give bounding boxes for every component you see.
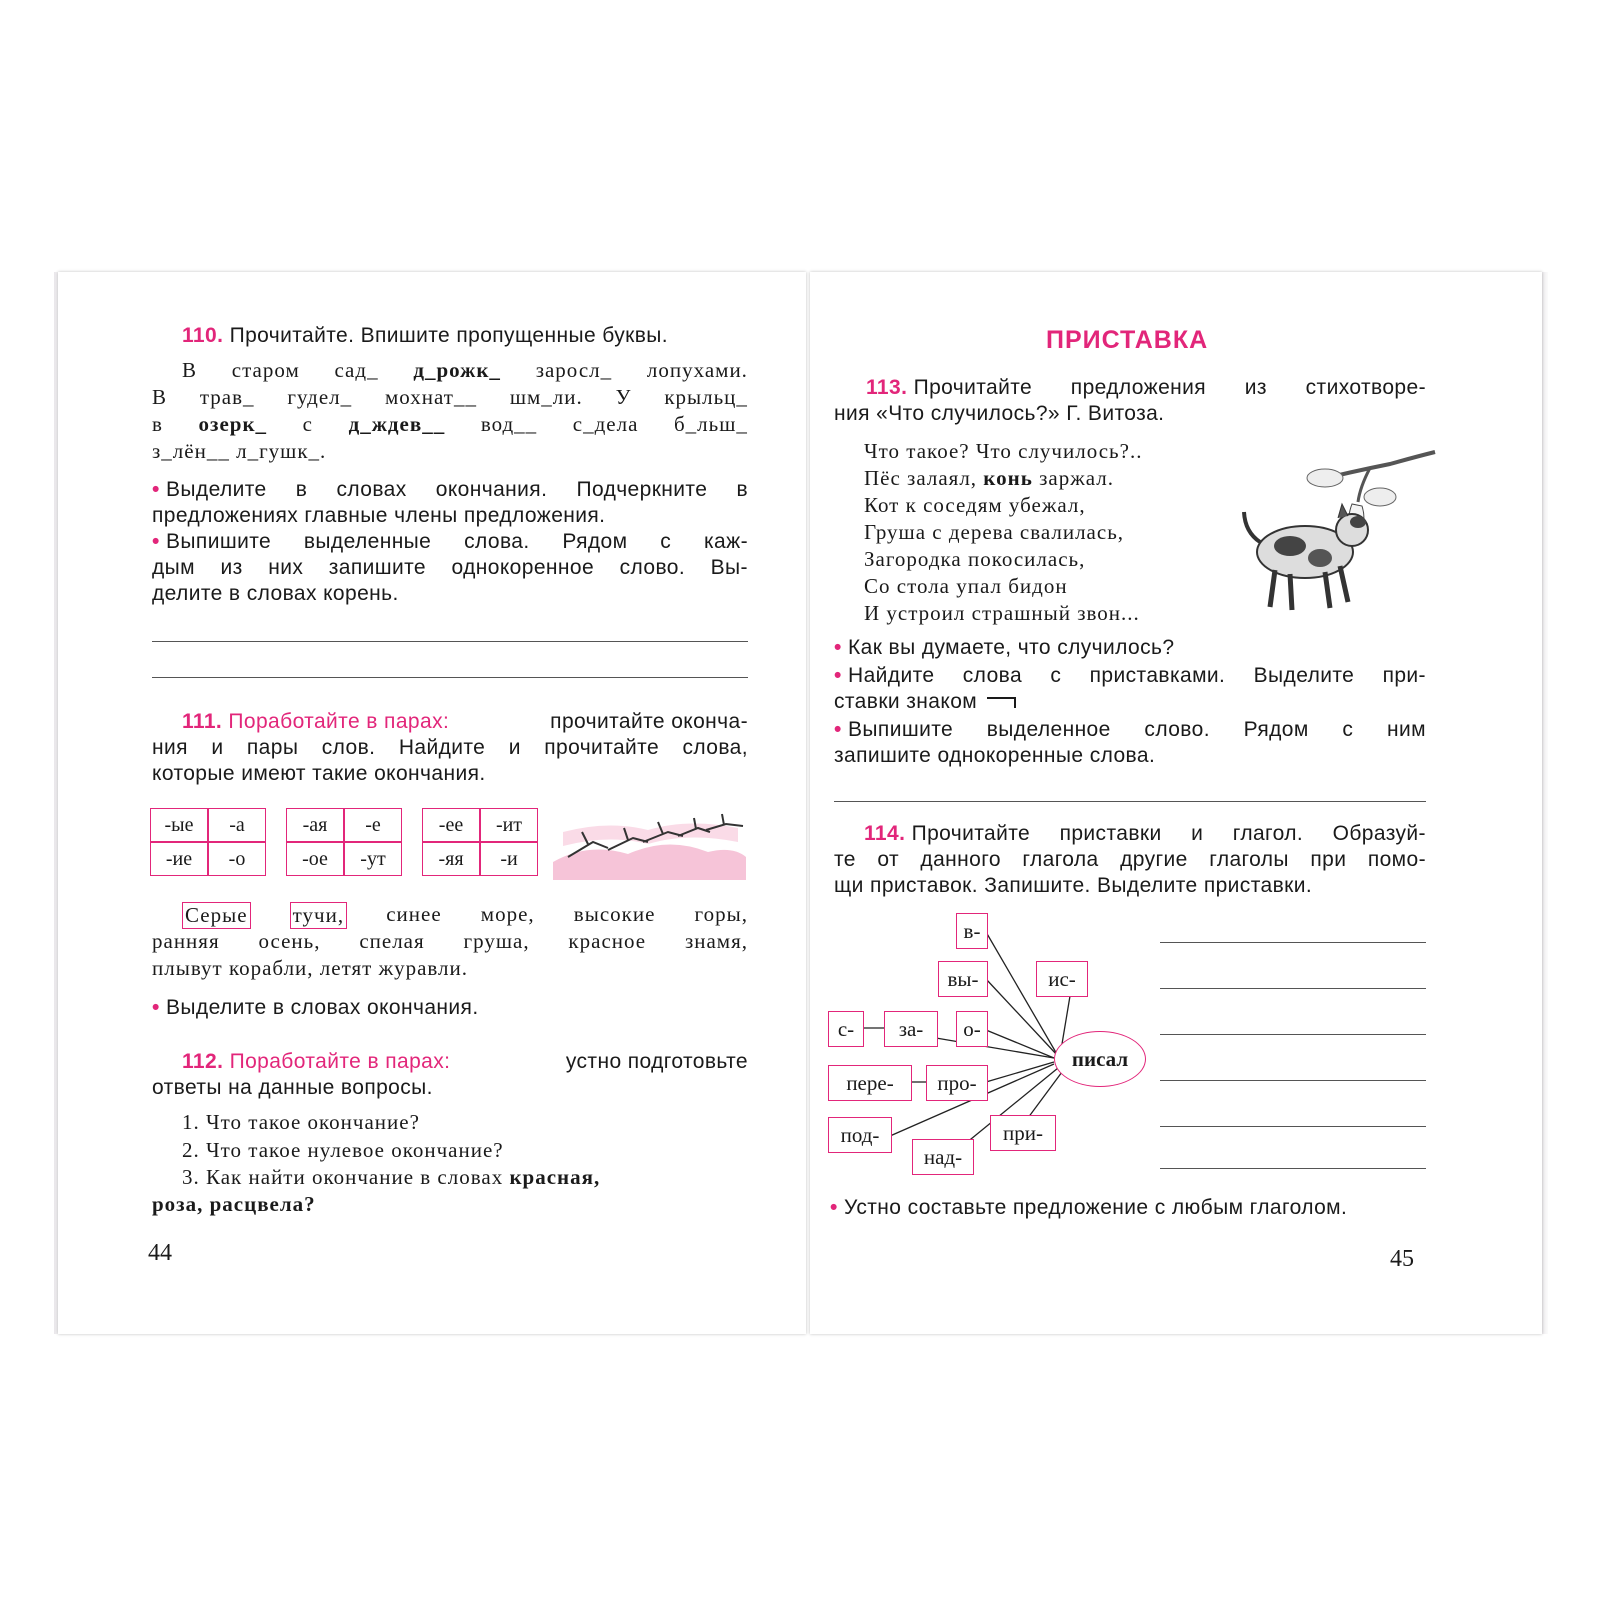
section-heading: ПРИСТАВКА [1046, 326, 1209, 354]
word: высокие [573, 902, 656, 926]
ex110-line3 [152, 412, 748, 437]
ex112-instruction: устно подготовьте [565, 1050, 748, 1073]
word: в [736, 478, 748, 501]
prefix-box: над- [912, 1139, 974, 1175]
word: слово. [619, 556, 686, 579]
ex110-bullet1-line2: предложениях главные члены предложения. [152, 504, 606, 527]
word: ния [152, 736, 188, 759]
poem-line: Загородка покосилась, [864, 547, 1086, 571]
word: прочитайте [544, 736, 660, 759]
dog-and-pear-illustration [1230, 442, 1440, 622]
ex111-sentence-line1 [182, 902, 748, 929]
word: лопухами. [646, 358, 748, 382]
writing-line [152, 677, 748, 678]
word: другие [1120, 848, 1188, 871]
word: синее [386, 902, 442, 926]
word: слова. [464, 530, 530, 553]
ex110-bullet2-line1 [152, 530, 748, 554]
word: В [182, 358, 198, 382]
word: выделенные [303, 530, 432, 553]
word: вод__ [480, 412, 538, 436]
word: Рядом [1243, 718, 1309, 741]
word: сад_ [334, 358, 379, 382]
ending-cell: -ут [344, 842, 402, 876]
ex111-bullet [152, 996, 479, 1020]
word: данного [920, 848, 1001, 871]
ex113-bullet2-line1 [834, 664, 1426, 688]
bullet-dot: • [834, 636, 842, 659]
word: крыльц_ [664, 385, 748, 409]
word: стихотворе- [1305, 376, 1426, 399]
ex112-label: Поработайте в парах: [229, 1050, 451, 1073]
ex112-question-3: 3. Как найти окончание в словах красная, [182, 1165, 601, 1189]
writing-line [834, 801, 1426, 802]
bullet-dot: • [834, 718, 842, 741]
word: словах [336, 478, 407, 501]
bullet-dot: • [830, 1196, 838, 1219]
prefix-mark-icon [983, 692, 1023, 712]
ex110-bullet1 [152, 478, 748, 528]
ending-cell: -о [208, 842, 266, 876]
ex112-line2: ответы на данные вопросы. [152, 1076, 433, 1099]
word: трав_ [199, 385, 255, 409]
word: с [1050, 664, 1062, 687]
ex113-poem [864, 438, 1142, 627]
ending-cell: -ая [286, 808, 344, 842]
poem-line: Пёс залаял, конь заржал. [864, 466, 1114, 490]
ex111-label: Поработайте в парах: [228, 710, 450, 733]
word: глагола [1022, 848, 1099, 871]
word-ending-highlighted: Серые [182, 902, 251, 929]
ending-cell: -ее [422, 808, 480, 842]
word: старом [231, 358, 300, 382]
word: красное [568, 929, 647, 953]
word: и [508, 736, 521, 759]
word: от [877, 848, 899, 871]
word: знамя, [684, 929, 748, 953]
word: выделенное [986, 718, 1111, 741]
writing-line [1160, 988, 1426, 989]
ex113-bullet3-line2: запишите однокоренные слова. [834, 744, 1156, 767]
ending-cell: -ое [286, 842, 344, 876]
ending-cell: -е [344, 808, 402, 842]
bullet-dot: • [152, 478, 160, 501]
ex110-header [182, 324, 748, 348]
ex114-header [864, 822, 1426, 846]
word-ending-highlighted: тучи, [290, 902, 347, 929]
ex110-line4: з_лён__ л_гушк_. [152, 439, 327, 463]
ex112-number: 112. [182, 1050, 224, 1073]
ex113-header [866, 376, 1426, 400]
ex110-instruction: Прочитайте. Впишите пропущенные буквы. [229, 324, 669, 347]
verb-oval: писал [1054, 1031, 1146, 1087]
ex110-number: 110. [182, 324, 224, 347]
word: приставки [1059, 822, 1162, 845]
ex110-line1 [182, 358, 748, 383]
bold-word: озерк_ [198, 412, 268, 436]
ex111-line2 [152, 736, 748, 760]
prefix-box: за- [884, 1011, 938, 1047]
word: У [615, 385, 632, 409]
ex112-header [182, 1050, 748, 1074]
bold-word: д_рожк_ [413, 358, 501, 382]
flying-cranes-illustration [548, 802, 748, 882]
ex110-bullet2-line3: делите в словах корень. [152, 582, 399, 605]
writing-line [1160, 1168, 1426, 1169]
poem-line: И устроил страшный звон... [864, 601, 1140, 625]
word: помо- [1367, 848, 1426, 871]
word: груша, [463, 929, 530, 953]
word: море, [480, 902, 535, 926]
word: Выделите [166, 478, 267, 501]
bullet-text: Выделите в словах окончания. [166, 996, 479, 1019]
poem-line: Что такое? Что случилось?.. [864, 439, 1143, 463]
word: б_льш_ [674, 412, 748, 436]
word: Прочитайте [911, 822, 1031, 845]
ex114-line2 [834, 848, 1426, 872]
word: те [834, 848, 856, 871]
prefix-box: с- [828, 1011, 864, 1047]
ex114-line3: щи приставок. Запишите. Выделите приставки. [834, 874, 1313, 897]
word: с [1342, 718, 1354, 741]
word: слова, [682, 736, 748, 759]
ex111-line3: которые имеют такие окончания. [152, 762, 486, 785]
word: при- [1382, 664, 1426, 687]
ex114-number: 114. [864, 822, 906, 845]
ending-cell: -ые [150, 808, 208, 842]
ex110-bullet2-line2 [152, 556, 748, 580]
page-number-right: 45 [1390, 1246, 1414, 1272]
word: в [152, 412, 163, 436]
word: каж- [704, 530, 748, 553]
word: предложения [1070, 376, 1207, 399]
ex111-header [182, 710, 748, 734]
word: осень, [258, 929, 321, 953]
page-number-left: 44 [148, 1240, 172, 1266]
ending-cell: -и [480, 842, 538, 876]
word: Вы- [710, 556, 748, 579]
word: заросл_ [535, 358, 613, 382]
bullet-text: Как вы думаете, что случилось? [848, 636, 1175, 659]
poem-line: Груша с дерева свалилась, [864, 520, 1125, 544]
prefix-box: пере- [828, 1065, 912, 1101]
word: ранняя [152, 929, 220, 953]
prefix-box: ис- [1036, 961, 1088, 997]
word: горы, [694, 902, 748, 926]
ex111-number: 111. [182, 710, 223, 733]
writing-line [152, 641, 748, 642]
left-page [58, 272, 806, 1334]
ex111-sentence-line3: плывут корабли, летят журавли. [152, 956, 469, 980]
word: однокоренное [451, 556, 595, 579]
word: с [302, 412, 313, 436]
word: с [660, 530, 672, 553]
ex110-bullet2 [152, 530, 748, 606]
ex113-bullet3-line1 [834, 718, 1426, 742]
ending-cell: -ие [150, 842, 208, 876]
ex112-question-2: 2. Что такое нулевое окончание? [182, 1138, 504, 1162]
prefix-box: под- [828, 1117, 892, 1153]
poem-line: Кот к соседям убежал, [864, 493, 1086, 517]
ex111-instruction: прочитайте оконча- [550, 710, 748, 733]
word: Выпишите [848, 718, 954, 741]
word: слова [962, 664, 1023, 687]
word: Выпишите [166, 530, 272, 553]
word: и [1191, 822, 1204, 845]
right-page [810, 272, 1542, 1334]
word: шм_ли. [509, 385, 583, 409]
ex112-question-3-cont: роза, расцвела? [152, 1192, 316, 1216]
word: слово. [1144, 718, 1210, 741]
word: Подчеркните [576, 478, 708, 501]
word: Рядом [562, 530, 628, 553]
ex110-line2 [152, 385, 748, 410]
ex113-bullet2-line2 [834, 690, 1023, 714]
word: Образуй- [1332, 822, 1426, 845]
word: гудел_ [287, 385, 353, 409]
ex110-bullet1-line1 [152, 478, 748, 502]
ex114-bullet [830, 1196, 1347, 1220]
prefix-box: при- [990, 1115, 1056, 1151]
word: глаголы [1209, 848, 1289, 871]
word: в [295, 478, 308, 501]
word: запишите [328, 556, 426, 579]
prefix-box: о- [956, 1011, 988, 1047]
ex113-bullet1 [834, 636, 1174, 660]
word: Выделите [1253, 664, 1355, 687]
writing-line [1160, 942, 1426, 943]
ex113-line2: ния «Что случилось?» Г. Витоза. [834, 402, 1165, 425]
word: с_дела [572, 412, 639, 436]
word: слов. [321, 736, 376, 759]
bullet-text: Устно составьте предложение с любым глаголом. [844, 1196, 1348, 1219]
ex112-question-1: 1. Что такое окончание? [182, 1110, 420, 1134]
writing-line [1160, 1034, 1426, 1035]
ex113-number: 113. [866, 376, 908, 399]
word: В [152, 385, 168, 409]
word: дым [152, 556, 195, 579]
writing-line [1160, 1126, 1426, 1127]
word: Найдите [398, 736, 486, 759]
ending-cell: -ит [480, 808, 538, 842]
bullet-text: ставки знаком [834, 690, 978, 713]
prefix-box: в- [956, 913, 988, 949]
word: них [268, 556, 304, 579]
word: мохнат__ [385, 385, 477, 409]
word: ним [1386, 718, 1426, 741]
word: Прочитайте [913, 376, 1033, 399]
prefix-box: вы- [938, 961, 988, 997]
word: из [1244, 376, 1267, 399]
word: глагол. [1232, 822, 1304, 845]
prefix-box: про- [926, 1065, 988, 1101]
word: окончания. [435, 478, 548, 501]
poem-line: Со стола упал бидон [864, 574, 1068, 598]
ending-cell: -а [208, 808, 266, 842]
word: из [220, 556, 243, 579]
word: спелая [359, 929, 425, 953]
writing-line [1160, 1080, 1426, 1081]
word: при [1310, 848, 1347, 871]
word: Найдите [848, 664, 935, 687]
ex111-sentence-line2 [152, 929, 748, 954]
bullet-dot: • [152, 530, 160, 553]
bullet-dot: • [152, 996, 160, 1019]
ending-cell: -яя [422, 842, 480, 876]
word: пары [246, 736, 299, 759]
word: приставками. [1089, 664, 1226, 687]
bold-word: д_ждев__ [348, 412, 446, 436]
word: и [211, 736, 224, 759]
bullet-dot: • [834, 664, 842, 687]
